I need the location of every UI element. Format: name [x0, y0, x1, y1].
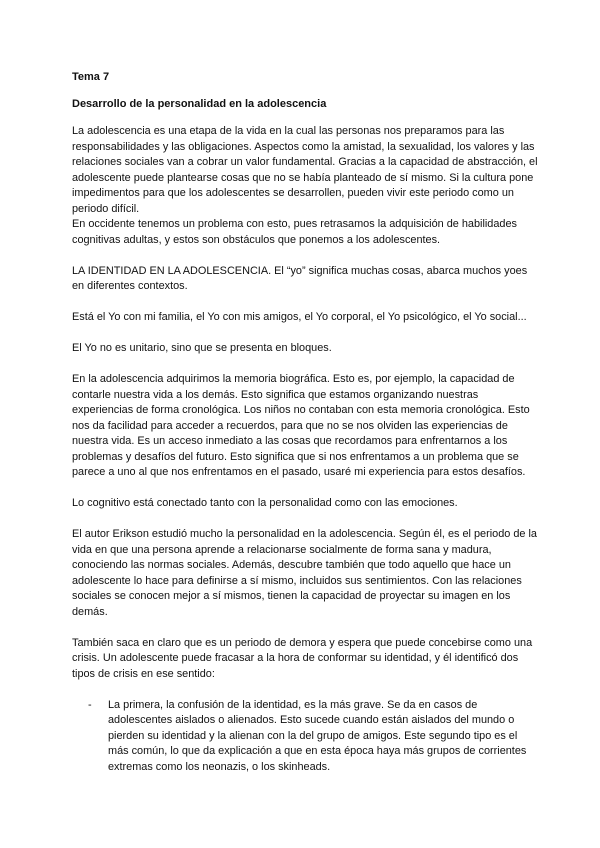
paragraph-erikson: El autor Erikson estudió mucho la personalidad en la adolescencia. Según él, es el periodo de la vida en que una persona aprende a relacionarse socialmente de forma sana y madura, conociendo las normas sociales. Además, descubre también que todo aquello que hace un adolescente lo hace para definirse a sí mismo, incluidos sus sentimientos. Con las relaciones sociales se conocen mejor a sí mismos, tienen la capacidad de proyectar su imagen en los demás. [72, 528, 537, 618]
paragraph-crisis: También saca en claro que es un periodo de demora y espera que puede concebirse como una crisis. Un adolescente puede fracasar a la hora de conformar su identidad, y él identificó dos tipos de crisis en ese sentido: [72, 636, 533, 680]
paragraph-cognitive: Lo cognitivo está conectado tanto con la personalidad como con las emociones. [72, 497, 458, 509]
paragraph-memory: En la adolescencia adquirimos la memoria biográfica. Esto es, por ejemplo, la capacidad de contarle nuestra vida a los demás. Esto significa que estamos organizando nuestras experiencias de forma cronológica. Los niños no contaban con esta memoria cronológica. Esto nos da facilidad para acceder a recuerdos, para que no se nos olviden las experiencias de nuestra vida. Es un acceso inmediato a las cosas que recordamos para enfrentarnos a los problemas y desafíos del futuro. Esto significa que si nos enfrentamos a un problema que se parece a uno al que nos enfrentamos en el pasado, usaré mi experiencia para estos desafíos. [72, 373, 530, 478]
crisis-list [72, 698, 538, 776]
document-title: Tema 7 [72, 71, 110, 83]
paragraph-yo-blocks: El Yo no es unitario, sino que se presenta en bloques. [72, 342, 332, 354]
paragraph-intro: La adolescencia es una etapa de la vida en la cual las personas nos preparamos para las responsabilidades y las obligaciones. Aspectos como la amistad, la sexualidad, los valores y las relaciones sociales van a cobrar un valor fundamental. Gracias a la capacidad de abstracción, el adolescente puede plantearse cosas que no se había planteado de sí mismo. Si la cultura pone impedimentos para que los adolescentes se desarrollen, pueden vivir este periodo como un periodo difícil. En occidente tenemos un problema con esto, pues retrasamos la adquisición de habilidades cognitivas adultas, y estos son obstáculos que ponemos a los adolescentes. [72, 125, 538, 246]
document-subtitle: Desarrollo de la personalidad en la adolescencia [72, 98, 327, 110]
paragraph-yo-types: Está el Yo con mi familia, el Yo con mis amigos, el Yo corporal, el Yo psicológico, el Yo social... [72, 311, 527, 323]
list-item-text: La primera, la confusión de la identidad, es la más grave. Se da en casos de adolescentes aislados o alienados. Esto sucede cuando están aislados del mundo o pierden su identidad y la alienan con la del grupo de amigos. Este segundo tipo es el más común, lo que da explicación a que en esta época haya más grupos de corrientes extremas como los neonazis, o los skinheads. [108, 698, 527, 773]
bullet-dash: - [88, 698, 92, 711]
paragraph-identity: LA IDENTIDAD EN LA ADOLESCENCIA. El “yo” significa muchas cosas, abarca muchos yoes en diferentes contextos. [72, 264, 528, 292]
list-item [72, 698, 538, 776]
